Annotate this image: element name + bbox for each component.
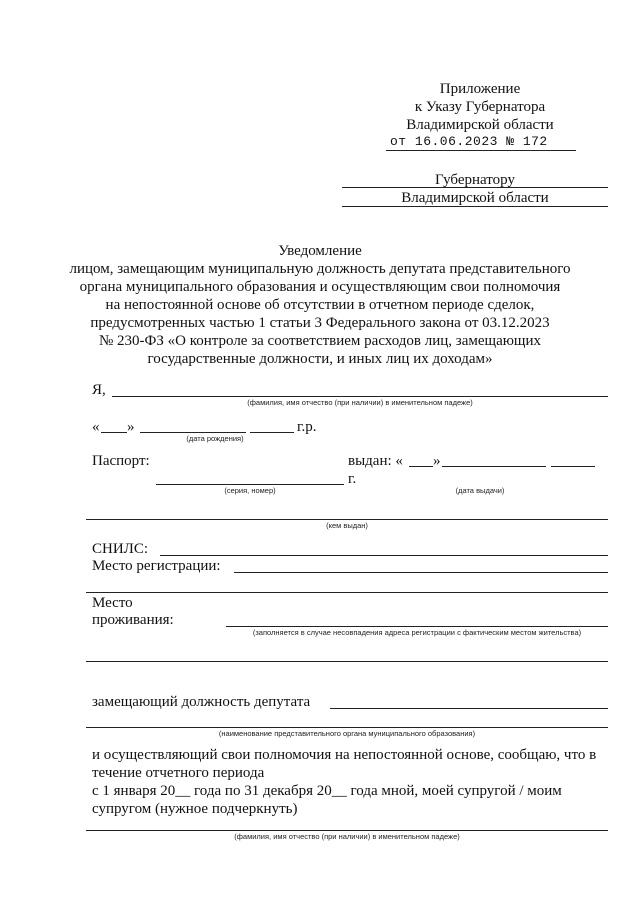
registration-field[interactable] — [234, 572, 608, 573]
birth-quote-close: » — [127, 419, 135, 435]
snils-label: СНИЛС: — [92, 541, 149, 557]
birth-year-field[interactable] — [250, 432, 294, 433]
position-field[interactable] — [330, 708, 608, 709]
issue-date-caption: (дата выдачи) — [455, 486, 505, 495]
doc-title: Уведомление — [278, 243, 362, 259]
i-label: Я, — [92, 382, 106, 398]
issue-day-field[interactable] — [409, 466, 433, 467]
spouse-fio-caption: (фамилия, имя отчество (при наличии) в именительном падеже) — [234, 832, 460, 841]
residence-field[interactable] — [226, 626, 608, 627]
doc-title-line-5: предусмотренных частью 1 статьи 3 Федерального закона от 03.12.2023 — [90, 315, 550, 331]
fio-field-line[interactable] — [112, 396, 608, 397]
statement-line-4: супругом (нужное подчеркнуть) — [92, 801, 298, 817]
residence-label-2: проживания: — [92, 612, 174, 628]
doc-title-line-2: лицом, замещающим муниципальную должность депутата представительного — [69, 261, 571, 277]
appendix-date-underline — [386, 150, 576, 151]
registration-label: Место регистрации: — [92, 558, 221, 574]
addressee-underline-1 — [342, 187, 608, 188]
appendix-date-number: от 16.06.2023 № 172 — [390, 134, 548, 149]
issued-by-caption: (кем выдан) — [326, 521, 368, 530]
residence-field-continued[interactable] — [86, 661, 608, 662]
statement-line-3: с 1 января 20__ года по 31 декабря 20__ года мной, моей супругой / моим — [92, 783, 562, 799]
birth-month-field[interactable] — [140, 432, 246, 433]
birth-quote-open: « — [92, 419, 100, 435]
fio-caption: (фамилия, имя отчество (при наличии) в именительном падеже) — [247, 398, 473, 407]
spouse-fio-field[interactable] — [86, 830, 608, 831]
passport-series-field[interactable] — [156, 484, 344, 485]
residence-label-1: Место — [92, 595, 133, 611]
addressee-underline-2 — [342, 206, 608, 207]
doc-title-line-6: № 230-ФЗ «О контроле за соответствием расходов лиц, замещающих — [98, 333, 542, 349]
snils-field[interactable] — [160, 555, 608, 556]
addressee-line-2: Владимирской области — [401, 190, 549, 206]
doc-title-line-3: органа муниципального образования и осуществляющим свои полномочия — [79, 279, 561, 295]
birth-day-field[interactable] — [101, 432, 127, 433]
statement-line-2: течение отчетного периода — [92, 765, 265, 781]
appendix-line-3: Владимирской области — [406, 117, 554, 133]
position-label: замещающий должность депутата — [92, 694, 311, 710]
registration-field-continued[interactable] — [86, 592, 608, 593]
addressee-line-1: Губернатору — [435, 172, 515, 188]
position-field-continued[interactable] — [86, 727, 608, 728]
issue-year-field[interactable] — [551, 466, 595, 467]
appendix-line-2: к Указу Губернатора — [414, 99, 546, 115]
issue-month-field[interactable] — [442, 466, 546, 467]
series-suffix: г. — [348, 471, 357, 487]
birth-caption: (дата рождения) — [186, 434, 244, 443]
statement-line-1: и осуществляющий свои полномочия на непостоянной основе, сообщаю, что в — [92, 747, 597, 763]
issued-label: выдан: « — [348, 453, 403, 469]
doc-title-line-7: государственные должности, и иных лиц их доходам» — [147, 351, 493, 367]
doc-title-line-4: на непостоянной основе об отсутствии в отчетном периоде сделок, — [105, 297, 535, 313]
passport-label: Паспорт: — [92, 453, 150, 469]
position-caption: (наименование представительного органа муниципального образования) — [218, 729, 476, 738]
birth-year-suffix: г.р. — [297, 419, 317, 435]
appendix-line-1: Приложение — [439, 81, 521, 97]
issued-quote-close: » — [433, 453, 441, 469]
residence-caption: (заполняется в случае несовпадения адреса регистрации с фактическим местом жительства) — [252, 628, 582, 637]
issued-by-field[interactable] — [86, 519, 608, 520]
series-caption: (серия, номер) — [224, 486, 276, 495]
